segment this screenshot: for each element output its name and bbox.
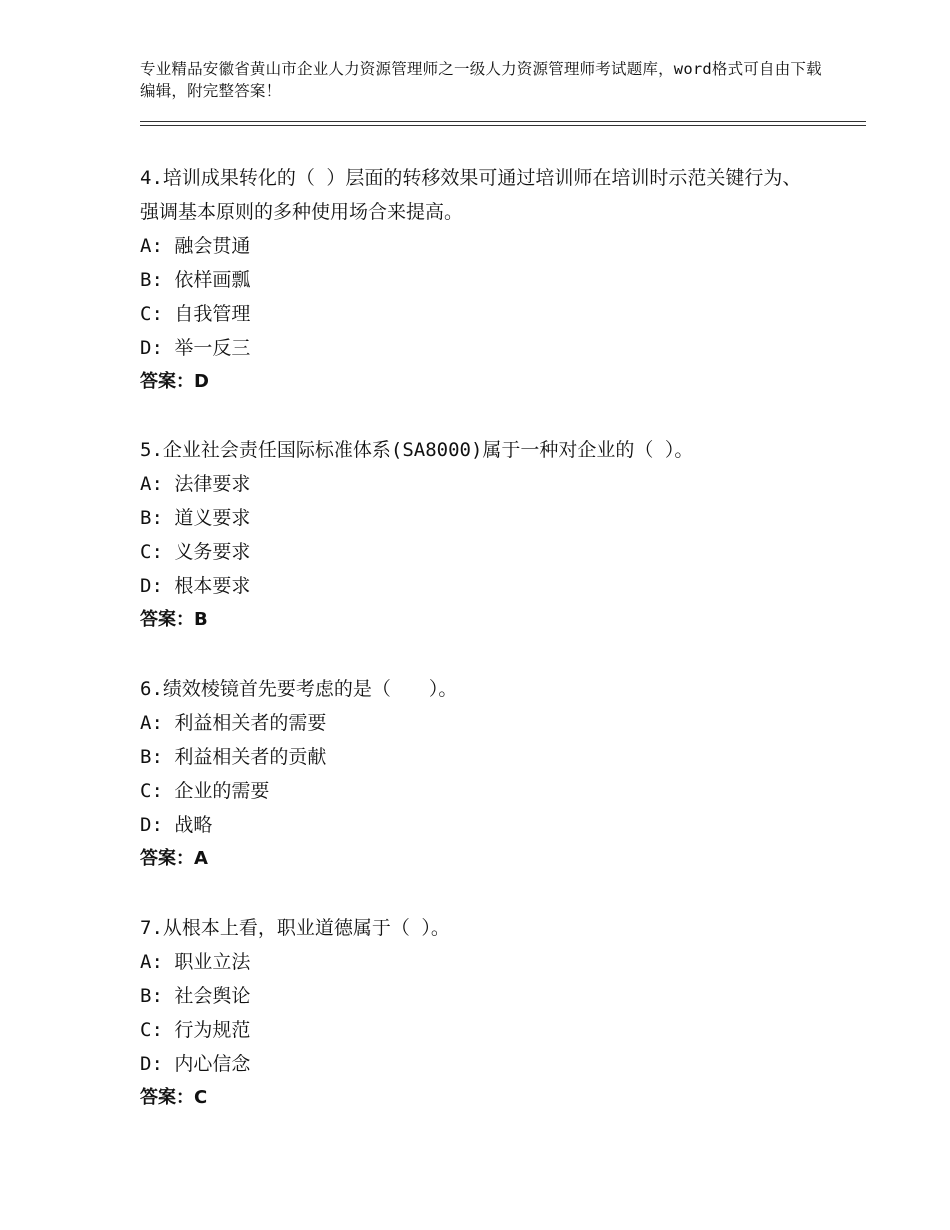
option-c: C: 企业的需要	[140, 780, 270, 802]
option-a: A: 利益相关者的需要	[140, 712, 327, 734]
option-c: C: 自我管理	[140, 303, 251, 325]
question-stem: 7.从根本上看，职业道德属于（ ）。	[140, 917, 450, 939]
question-block	[140, 433, 820, 637]
option-c: C: 行为规范	[140, 1019, 251, 1041]
option-b: B: 社会舆论	[140, 985, 251, 1007]
option-a: A: 职业立法	[140, 951, 251, 973]
answer-line: 答案：A	[140, 848, 208, 869]
document-title: 专业精品安徽省黄山市企业人力资源管理师之一级人力资源管理师考试题库，word格式可自由下载编辑，附完整答案！	[140, 60, 822, 100]
option-d: D: 内心信念	[140, 1053, 251, 1075]
option-d: D: 举一反三	[140, 337, 251, 359]
question-block	[140, 911, 820, 1115]
header-divider-bottom	[140, 125, 866, 126]
question-block	[140, 672, 820, 876]
answer-line: 答案：D	[140, 371, 209, 392]
answer-line: 答案：C	[140, 1087, 208, 1108]
question-stem: 5.企业社会责任国际标准体系(SA8000)属于一种对企业的（ ）。	[140, 439, 694, 461]
option-b: B: 依样画瓢	[140, 269, 251, 291]
option-c: C: 义务要求	[140, 541, 251, 563]
answer-line: 答案：B	[140, 609, 208, 630]
option-b: B: 道义要求	[140, 507, 251, 529]
option-a: A: 法律要求	[140, 473, 251, 495]
document-header	[140, 58, 830, 102]
header-divider-top	[140, 121, 866, 122]
option-d: D: 根本要求	[140, 575, 251, 597]
question-block	[140, 161, 820, 399]
question-stem: 4.培训成果转化的（ ）层面的转移效果可通过培训师在培训时示范关键行为、强调基本原则的多种使用场合来提高。	[140, 167, 802, 223]
question-stem: 6.绩效棱镜首先要考虑的是（ ）。	[140, 678, 458, 700]
option-b: B: 利益相关者的贡献	[140, 746, 327, 768]
option-d: D: 战略	[140, 814, 213, 836]
option-a: A: 融会贯通	[140, 235, 251, 257]
